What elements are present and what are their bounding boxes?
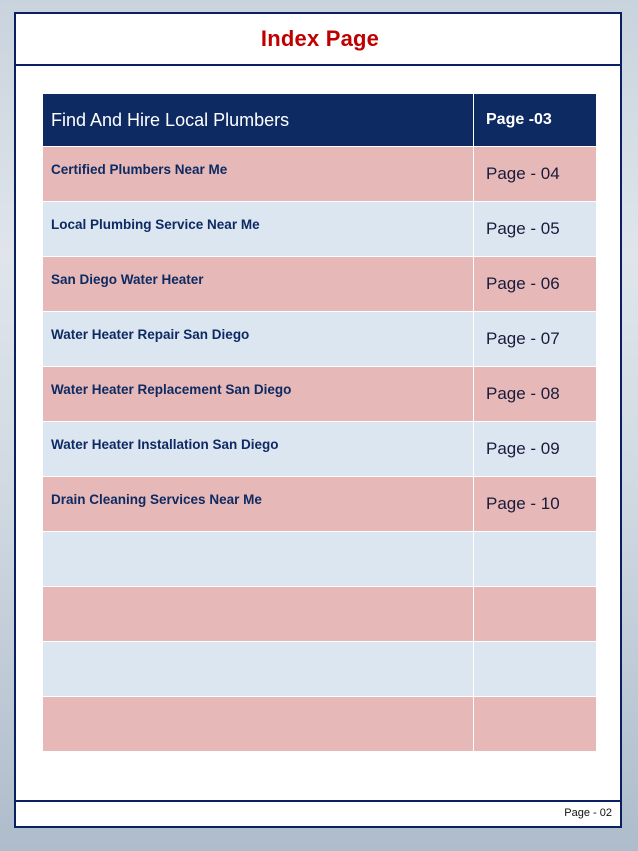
footer-bar: [16, 800, 620, 826]
table-row: [43, 147, 597, 202]
row-topic: [43, 587, 474, 642]
table-row: [43, 477, 597, 532]
index-table: [42, 93, 597, 752]
row-topic: Local Plumbing Service Near Me: [43, 202, 474, 257]
title-bar: [16, 14, 620, 66]
row-page: Page - 05: [474, 202, 597, 257]
row-topic: Water Heater Repair San Diego: [43, 312, 474, 367]
index-header-row: [43, 94, 597, 147]
row-topic: [43, 532, 474, 587]
row-page: Page - 10: [474, 477, 597, 532]
table-row: [43, 642, 597, 697]
row-page: [474, 587, 597, 642]
row-page: Page - 08: [474, 367, 597, 422]
row-page: Page - 07: [474, 312, 597, 367]
row-page: [474, 642, 597, 697]
row-topic: Drain Cleaning Services Near Me: [43, 477, 474, 532]
header-page: Page -03: [474, 94, 597, 147]
row-topic: Certified Plumbers Near Me: [43, 147, 474, 202]
row-topic: [43, 697, 474, 752]
row-page: Page - 06: [474, 257, 597, 312]
table-row: [43, 532, 597, 587]
page-title: Index Page: [260, 26, 380, 51]
row-page: Page - 04: [474, 147, 597, 202]
row-topic: [43, 642, 474, 697]
row-topic: San Diego Water Heater: [43, 257, 474, 312]
table-row: [43, 367, 597, 422]
footer-page-number: Page - 02: [564, 807, 612, 819]
document-frame: [14, 12, 622, 828]
row-page: Page - 09: [474, 422, 597, 477]
row-topic: Water Heater Installation San Diego: [43, 422, 474, 477]
table-row: [43, 202, 597, 257]
header-topic: Find And Hire Local Plumbers: [43, 94, 474, 147]
row-topic: Water Heater Replacement San Diego: [43, 367, 474, 422]
row-page: [474, 532, 597, 587]
table-row: [43, 587, 597, 642]
row-page: [474, 697, 597, 752]
table-row: [43, 312, 597, 367]
table-row: [43, 257, 597, 312]
table-row: [43, 422, 597, 477]
table-row: [43, 697, 597, 752]
